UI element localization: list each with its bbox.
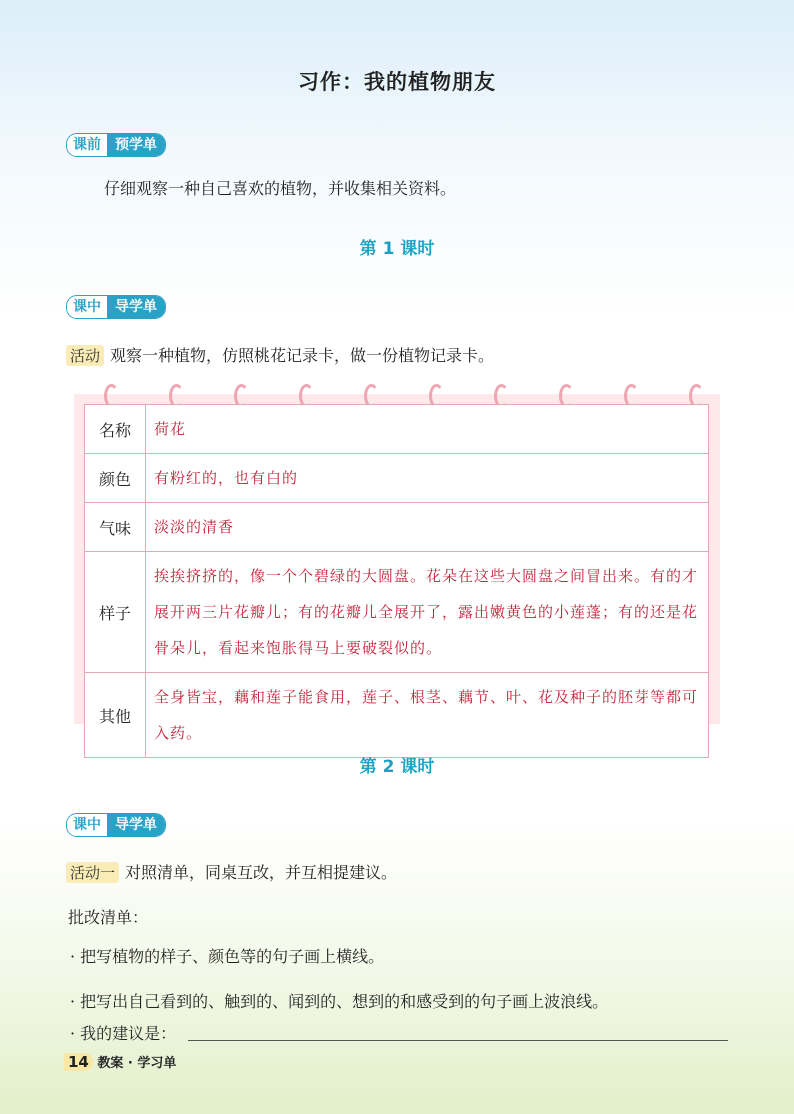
- lesson-2-heading: 第 2 课时: [359, 757, 435, 777]
- table-row: [85, 673, 709, 758]
- activity-2: [66, 860, 397, 883]
- table-row: [85, 503, 709, 552]
- record-label: 名称: [85, 405, 146, 454]
- suggestion-label: · 我的建议是：: [70, 1024, 177, 1043]
- page-number: 14: [64, 1053, 93, 1071]
- record-value: 全身皆宝，藕和莲子能食用，莲子、根茎、藕节、叶、花及种子的胚芽等都可入药。: [146, 673, 709, 758]
- record-label: 样子: [85, 552, 146, 673]
- in-class-tag-2: [66, 813, 166, 837]
- record-label: 其他: [85, 673, 146, 758]
- checklist-item: · 把写植物的样子、颜色等的句子画上横线。: [70, 947, 385, 966]
- footer-text: 教案 · 学习单: [97, 1056, 177, 1071]
- checklist-item: · 把写出自己看到的、触到的、闻到的、想到的和感受到的句子画上波浪线。: [70, 992, 609, 1011]
- pre-class-text: 仔细观察一种自己喜欢的植物，并收集相关资料。: [104, 179, 457, 198]
- record-value: 荷花: [146, 405, 709, 454]
- pre-class-tag-label: 课前: [67, 134, 107, 156]
- in-class-tag-label: 课中: [67, 814, 107, 836]
- page-footer: [64, 1052, 176, 1071]
- pre-class-tag: [66, 133, 166, 157]
- in-class-tag-type: 导学单: [107, 296, 165, 318]
- record-value: 淡淡的清香: [146, 503, 709, 552]
- table-row: [85, 454, 709, 503]
- page-title: 习作：我的植物朋友: [298, 70, 496, 94]
- activity-1: [66, 343, 494, 366]
- plant-record-table: [84, 404, 709, 758]
- record-value: 有粉红的，也有白的: [146, 454, 709, 503]
- record-label: 气味: [85, 503, 146, 552]
- suggestion-prompt: [70, 1021, 176, 1044]
- pre-class-tag-type: 预学单: [107, 134, 165, 156]
- record-value: 挨挨挤挤的，像一个个碧绿的大圆盘。花朵在这些大圆盘之间冒出来。有的才展开两三片花瓣儿；有的花瓣儿全展开了，露出嫩黄色的小莲蓬；有的还是花骨朵儿，看起来饱胀得马上要破裂似的。: [146, 552, 709, 673]
- lesson-1-heading: 第 1 课时: [359, 239, 435, 259]
- activity-2-text: 对照清单，同桌互改，并互相提建议。: [125, 863, 398, 882]
- activity-2-label: 活动一: [66, 862, 119, 883]
- record-label: 颜色: [85, 454, 146, 503]
- suggestion-writing-line[interactable]: [188, 1040, 728, 1041]
- activity-1-text: 观察一种植物，仿照桃花记录卡，做一份植物记录卡。: [110, 346, 495, 365]
- in-class-tag: [66, 295, 166, 319]
- checklist-title: 批改清单：: [68, 908, 149, 927]
- table-row: [85, 552, 709, 673]
- in-class-tag-label: 课中: [67, 296, 107, 318]
- table-row: [85, 405, 709, 454]
- activity-1-label: 活动: [66, 345, 104, 366]
- in-class-tag-type: 导学单: [107, 814, 165, 836]
